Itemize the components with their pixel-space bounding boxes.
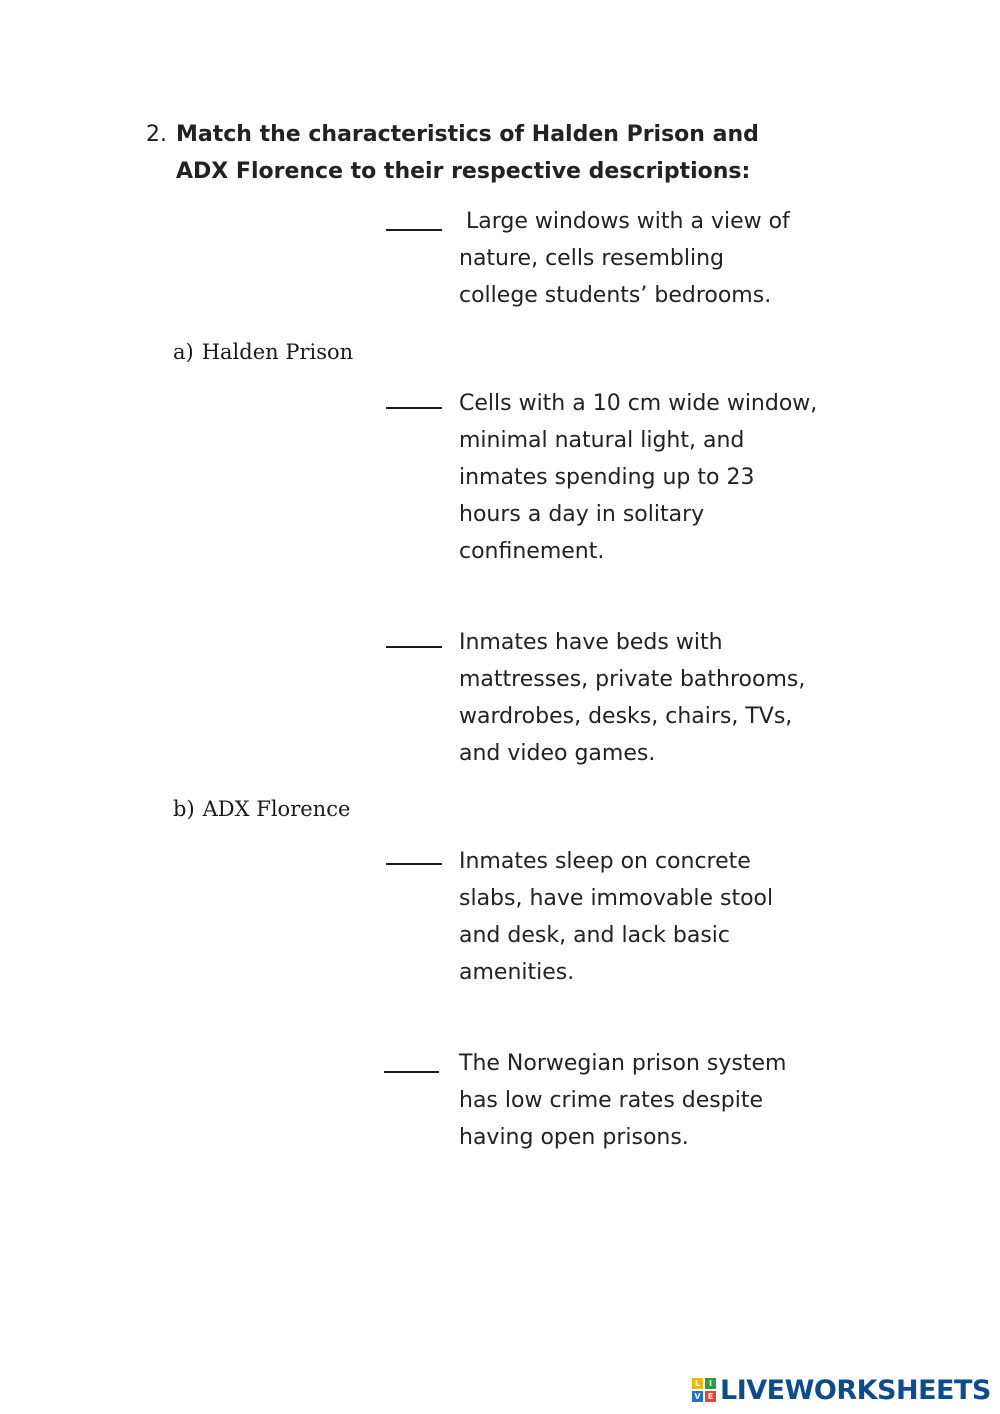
logo-tile-l: L (692, 1378, 703, 1389)
description-5: The Norwegian prison system has low crime rates despite having open prisons. (459, 1051, 787, 1150)
answer-blank-1[interactable] (386, 229, 442, 231)
description-2: Cells with a 10 cm wide window, minimal natural light, and inmates spending up to 23 hours a day in solitary confinement. (459, 391, 818, 564)
answer-blank-2[interactable] (386, 407, 442, 409)
option-letter: b) (173, 797, 195, 821)
logo-tile-e: E (705, 1391, 716, 1402)
logo-tile-i: I (705, 1378, 716, 1389)
option-adx-florence (173, 795, 350, 823)
answer-blank-4[interactable] (386, 863, 442, 865)
liveworksheets-logo (692, 1372, 991, 1408)
question-number: 2. (146, 122, 167, 147)
liveworksheets-icon (692, 1378, 716, 1402)
logo-tile-v: V (692, 1391, 703, 1402)
option-label: Halden Prison (201, 340, 354, 364)
question-text: Match the characteristics of Halden Prison and ADX Florence to their respective descriptions: (176, 122, 759, 184)
description-4: Inmates sleep on concrete slabs, have immovable stool and desk, and lack basic amenities. (459, 849, 774, 985)
option-letter: a) (173, 340, 194, 364)
answer-blank-3[interactable] (386, 646, 442, 648)
option-label: ADX Florence (202, 797, 351, 821)
brand-name: LIVEWORKSHEETS (720, 1374, 991, 1406)
option-halden-prison (173, 338, 353, 366)
answer-blank-5[interactable] (384, 1071, 439, 1073)
description-1: Large windows with a view of nature, cells resembling college students’ bedrooms. (459, 209, 790, 308)
description-3: Inmates have beds with mattresses, private bathrooms, wardrobes, desks, chairs, TVs, and video games. (459, 630, 806, 766)
